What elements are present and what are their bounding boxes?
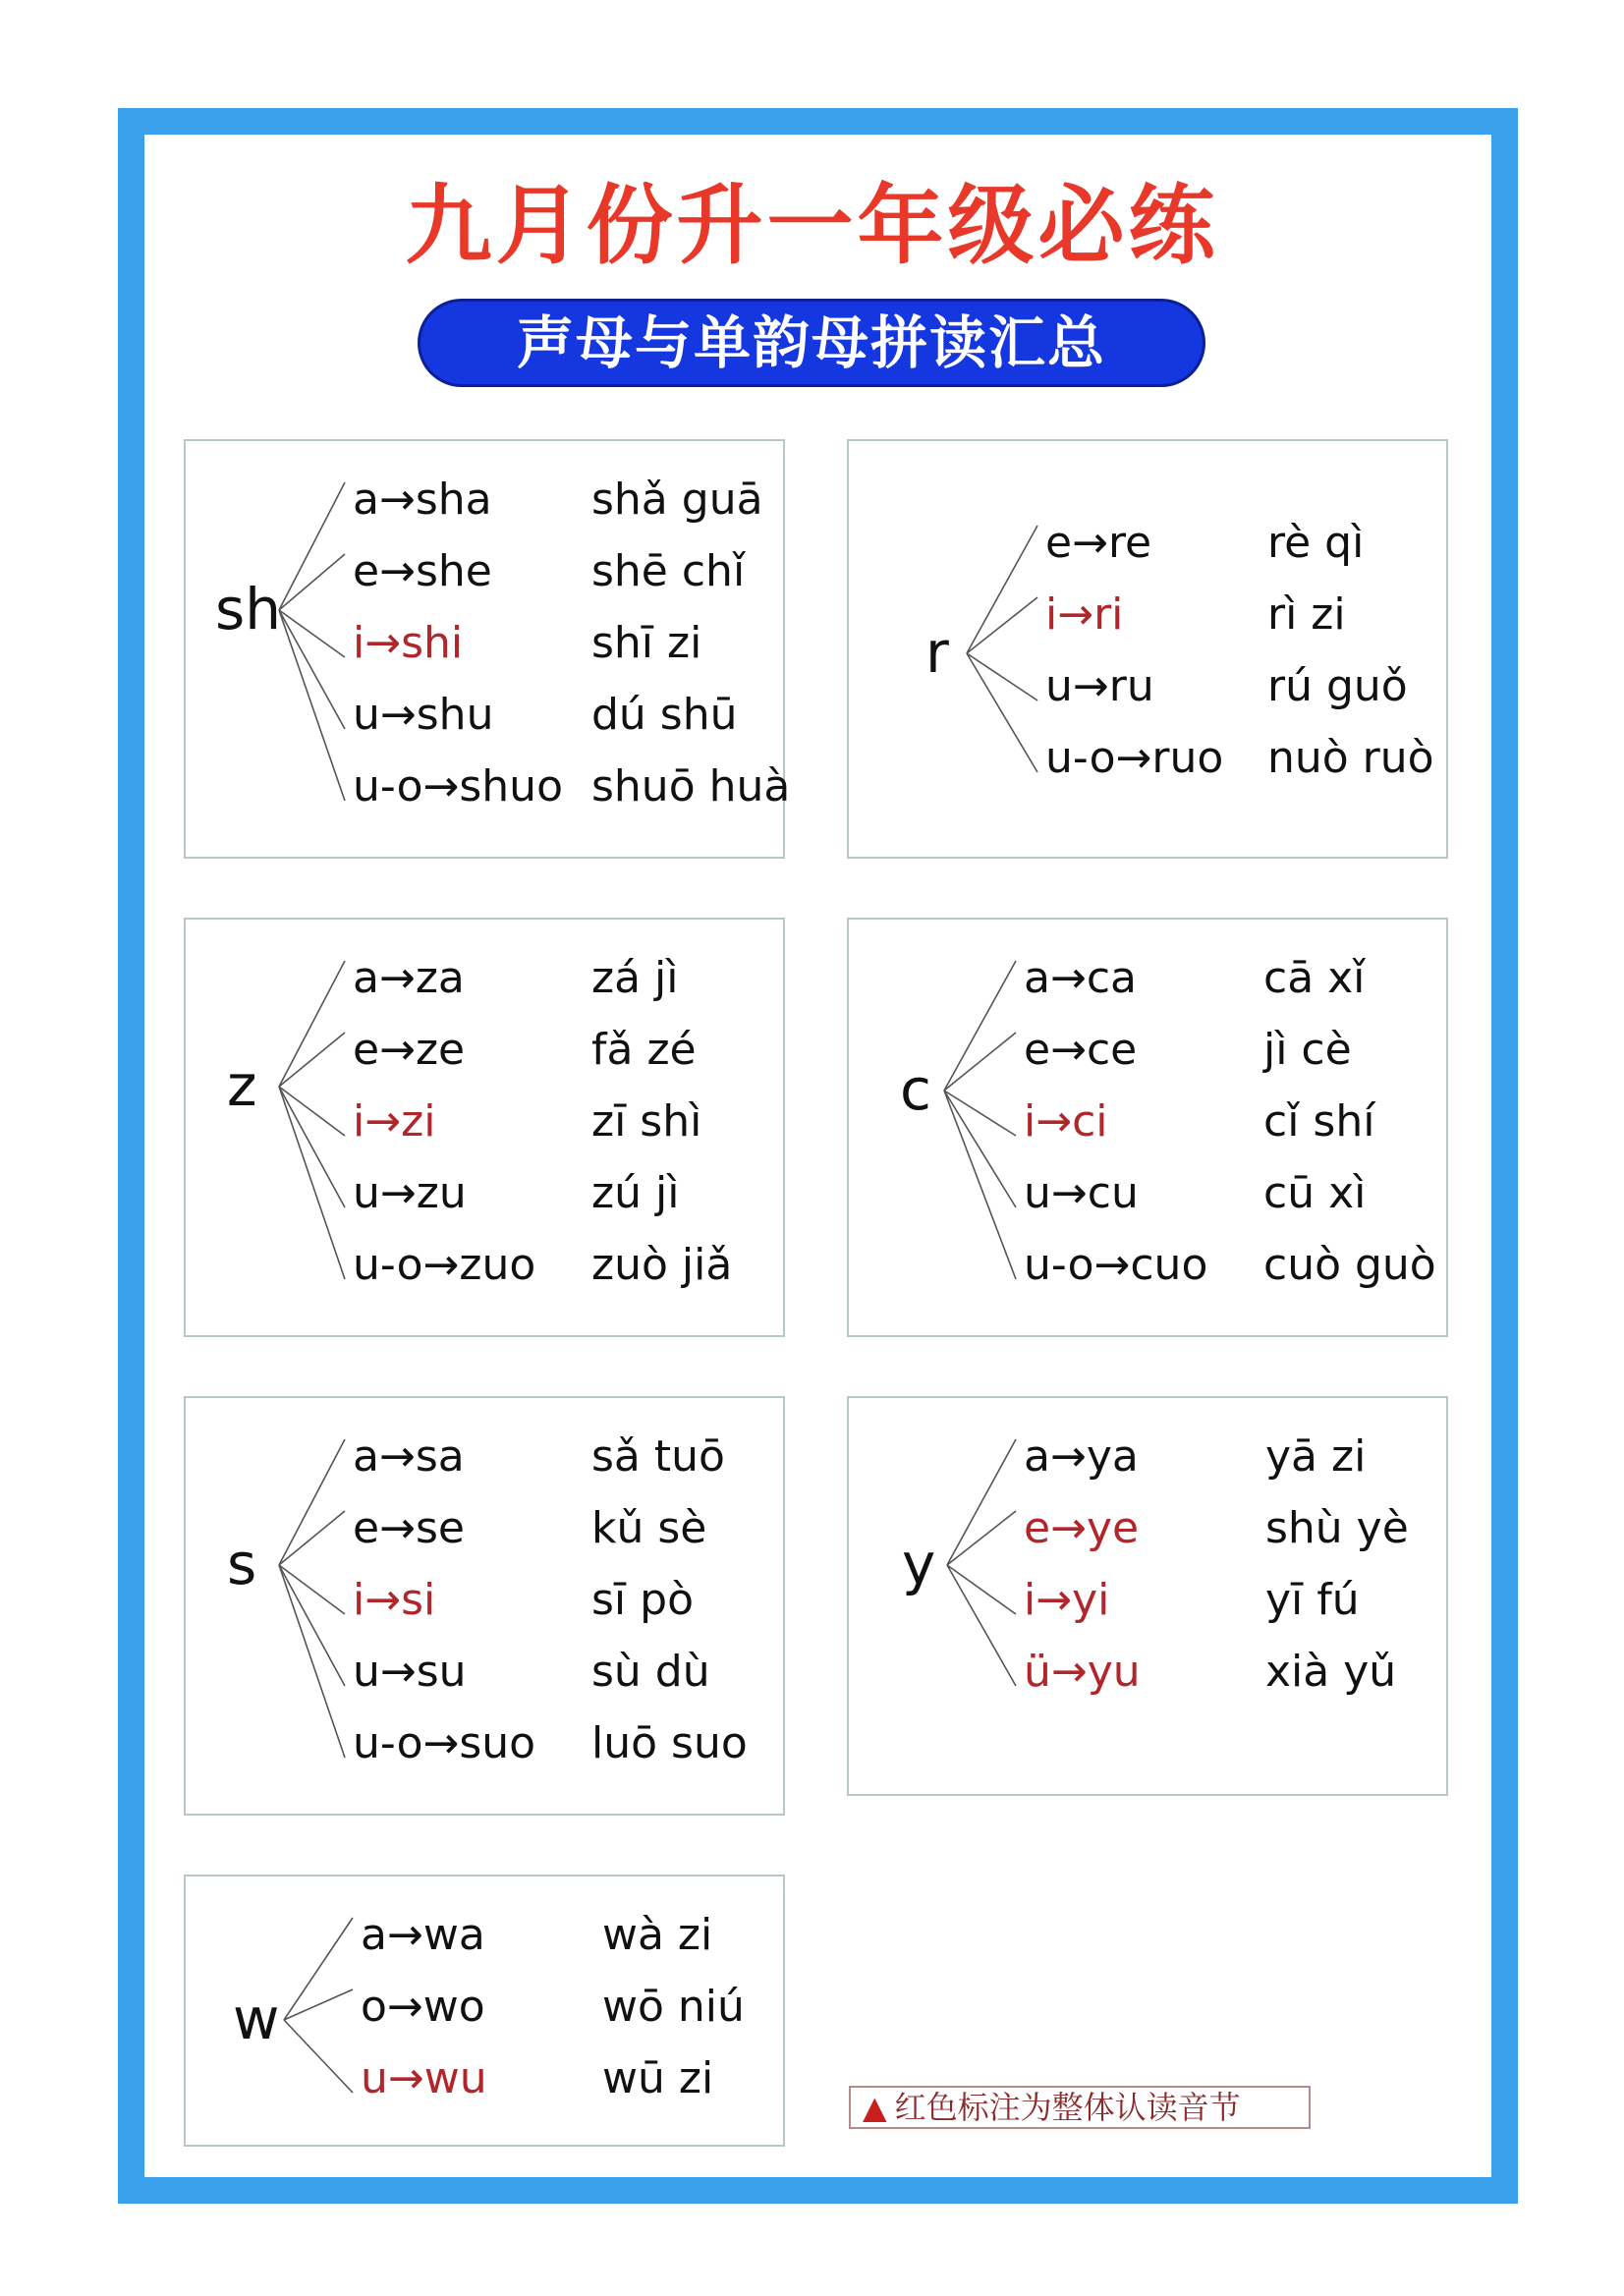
subtitle-banner: 声母与单韵母拼读汇总	[418, 299, 1205, 387]
warning-triangle-icon: ▲	[863, 2089, 887, 2126]
example-word-2: wū zi	[602, 2053, 714, 2103]
example-word-1: shē chǐ	[591, 546, 746, 596]
example-word-0: zá jì	[591, 953, 679, 1003]
branch-line	[279, 482, 345, 610]
syllable-1: i→ri	[1045, 589, 1124, 640]
example-word-1: shù yè	[1265, 1503, 1409, 1553]
syllable-2: i→shi	[353, 618, 464, 668]
branch-line	[279, 610, 345, 657]
example-word-3: cū xì	[1263, 1168, 1367, 1218]
card-w	[184, 1875, 785, 2147]
syllable-3: u→zu	[353, 1168, 467, 1218]
example-word-0: cā xǐ	[1263, 953, 1366, 1003]
branch-line	[279, 1565, 345, 1758]
syllable-4: u-o→zuo	[353, 1240, 536, 1290]
example-word-4: cuò guò	[1263, 1240, 1436, 1290]
example-word-0: sǎ tuō	[591, 1431, 725, 1482]
syllable-0: a→sa	[353, 1431, 465, 1482]
syllable-1: o→wo	[361, 1982, 485, 2032]
branch-line	[279, 961, 345, 1087]
syllable-2: i→yi	[1024, 1575, 1110, 1625]
syllable-4: u-o→shuo	[353, 761, 563, 812]
example-word-4: zuò jiǎ	[591, 1240, 733, 1290]
branch-line	[944, 1091, 1016, 1207]
branch-line	[279, 1087, 345, 1207]
example-word-0: rè qì	[1267, 518, 1365, 568]
syllable-1: e→ce	[1024, 1025, 1138, 1075]
legend-note-text: 红色标注为整体认读音节	[894, 2089, 1241, 2126]
syllable-0: a→wa	[361, 1910, 485, 1960]
syllable-4: u-o→suo	[353, 1718, 536, 1768]
branch-line	[947, 1511, 1016, 1565]
card-c	[847, 918, 1448, 1337]
syllable-1: e→ye	[1024, 1503, 1140, 1553]
syllable-1: e→se	[353, 1503, 465, 1553]
branch-line	[967, 526, 1037, 653]
branch-line	[944, 1033, 1016, 1091]
branch-line	[967, 653, 1037, 700]
example-word-1: jì cè	[1263, 1025, 1352, 1075]
syllable-3: u→su	[353, 1647, 467, 1697]
syllable-0: a→sha	[353, 475, 492, 525]
branch-line	[279, 610, 345, 729]
branch-line	[947, 1439, 1016, 1565]
card-sh	[184, 439, 791, 859]
initial-letter: y	[902, 1531, 936, 1597]
syllable-2: u→ru	[1045, 661, 1154, 711]
example-word-2: sī pò	[591, 1575, 694, 1625]
example-word-1: fǎ zé	[591, 1025, 697, 1075]
example-word-0: wà zi	[602, 1910, 713, 1960]
branch-line	[944, 1091, 1016, 1136]
syllable-0: e→re	[1045, 518, 1152, 568]
branch-line	[284, 2020, 353, 2093]
branch-line	[279, 610, 345, 801]
branch-line	[967, 653, 1037, 772]
syllable-2: i→zi	[353, 1096, 436, 1147]
initial-letter: r	[925, 619, 949, 686]
syllable-0: a→za	[353, 953, 465, 1003]
syllable-0: a→ya	[1024, 1431, 1139, 1482]
syllable-2: i→ci	[1024, 1096, 1108, 1147]
legend-note	[849, 2086, 1311, 2129]
branch-line	[279, 1033, 345, 1087]
syllable-1: e→ze	[353, 1025, 466, 1075]
branch-line	[279, 1511, 345, 1565]
example-word-4: shuō huà	[591, 761, 791, 812]
example-word-3: zú jì	[591, 1168, 680, 1218]
syllable-3: u-o→ruo	[1045, 733, 1224, 783]
example-word-3: xià yǔ	[1265, 1647, 1397, 1697]
example-word-1: kǔ sè	[591, 1503, 707, 1553]
branch-line	[944, 961, 1016, 1091]
branch-line	[279, 1565, 345, 1614]
example-word-2: rú guǒ	[1267, 661, 1408, 711]
example-word-2: cǐ shí	[1263, 1096, 1375, 1147]
example-word-0: yā zi	[1265, 1431, 1367, 1482]
example-word-2: zī shì	[591, 1096, 702, 1147]
page-title: 九月份升一年级必练	[405, 175, 1219, 276]
branch-line	[279, 1565, 345, 1686]
initial-letter: s	[227, 1531, 257, 1597]
example-word-3: nuò ruò	[1267, 733, 1434, 783]
example-word-0: shǎ guā	[591, 475, 763, 525]
syllable-4: u-o→cuo	[1024, 1240, 1208, 1290]
example-word-2: shī zi	[591, 618, 702, 668]
branch-line	[279, 1439, 345, 1565]
example-word-3: dú shū	[591, 690, 738, 740]
card-z	[184, 918, 785, 1337]
syllable-3: u→shu	[353, 690, 494, 740]
initial-letter: sh	[215, 576, 281, 643]
syllable-2: u→wu	[361, 2053, 487, 2103]
example-word-4: luō suo	[591, 1718, 748, 1768]
branch-line	[947, 1565, 1016, 1614]
card-y	[847, 1396, 1448, 1796]
syllable-3: u→cu	[1024, 1168, 1139, 1218]
card-s	[184, 1396, 785, 1816]
branch-line	[947, 1565, 1016, 1686]
branch-line	[967, 597, 1037, 653]
branch-line	[279, 1087, 345, 1279]
example-word-2: yī fú	[1265, 1575, 1360, 1625]
card-r	[847, 439, 1448, 859]
initial-letter: c	[900, 1056, 931, 1123]
example-word-1: rì zi	[1267, 589, 1346, 640]
syllable-1: e→she	[353, 546, 492, 596]
syllable-0: a→ca	[1024, 953, 1137, 1003]
branch-line	[279, 1087, 345, 1136]
branch-line	[944, 1091, 1016, 1279]
initial-letter: w	[233, 1986, 280, 2052]
syllable-3: ü→yu	[1024, 1647, 1141, 1697]
example-word-3: sù dù	[591, 1647, 710, 1697]
initial-letter: z	[227, 1052, 257, 1119]
branch-line	[279, 554, 345, 610]
syllable-2: i→si	[353, 1575, 436, 1625]
example-word-1: wō niú	[602, 1982, 745, 2032]
